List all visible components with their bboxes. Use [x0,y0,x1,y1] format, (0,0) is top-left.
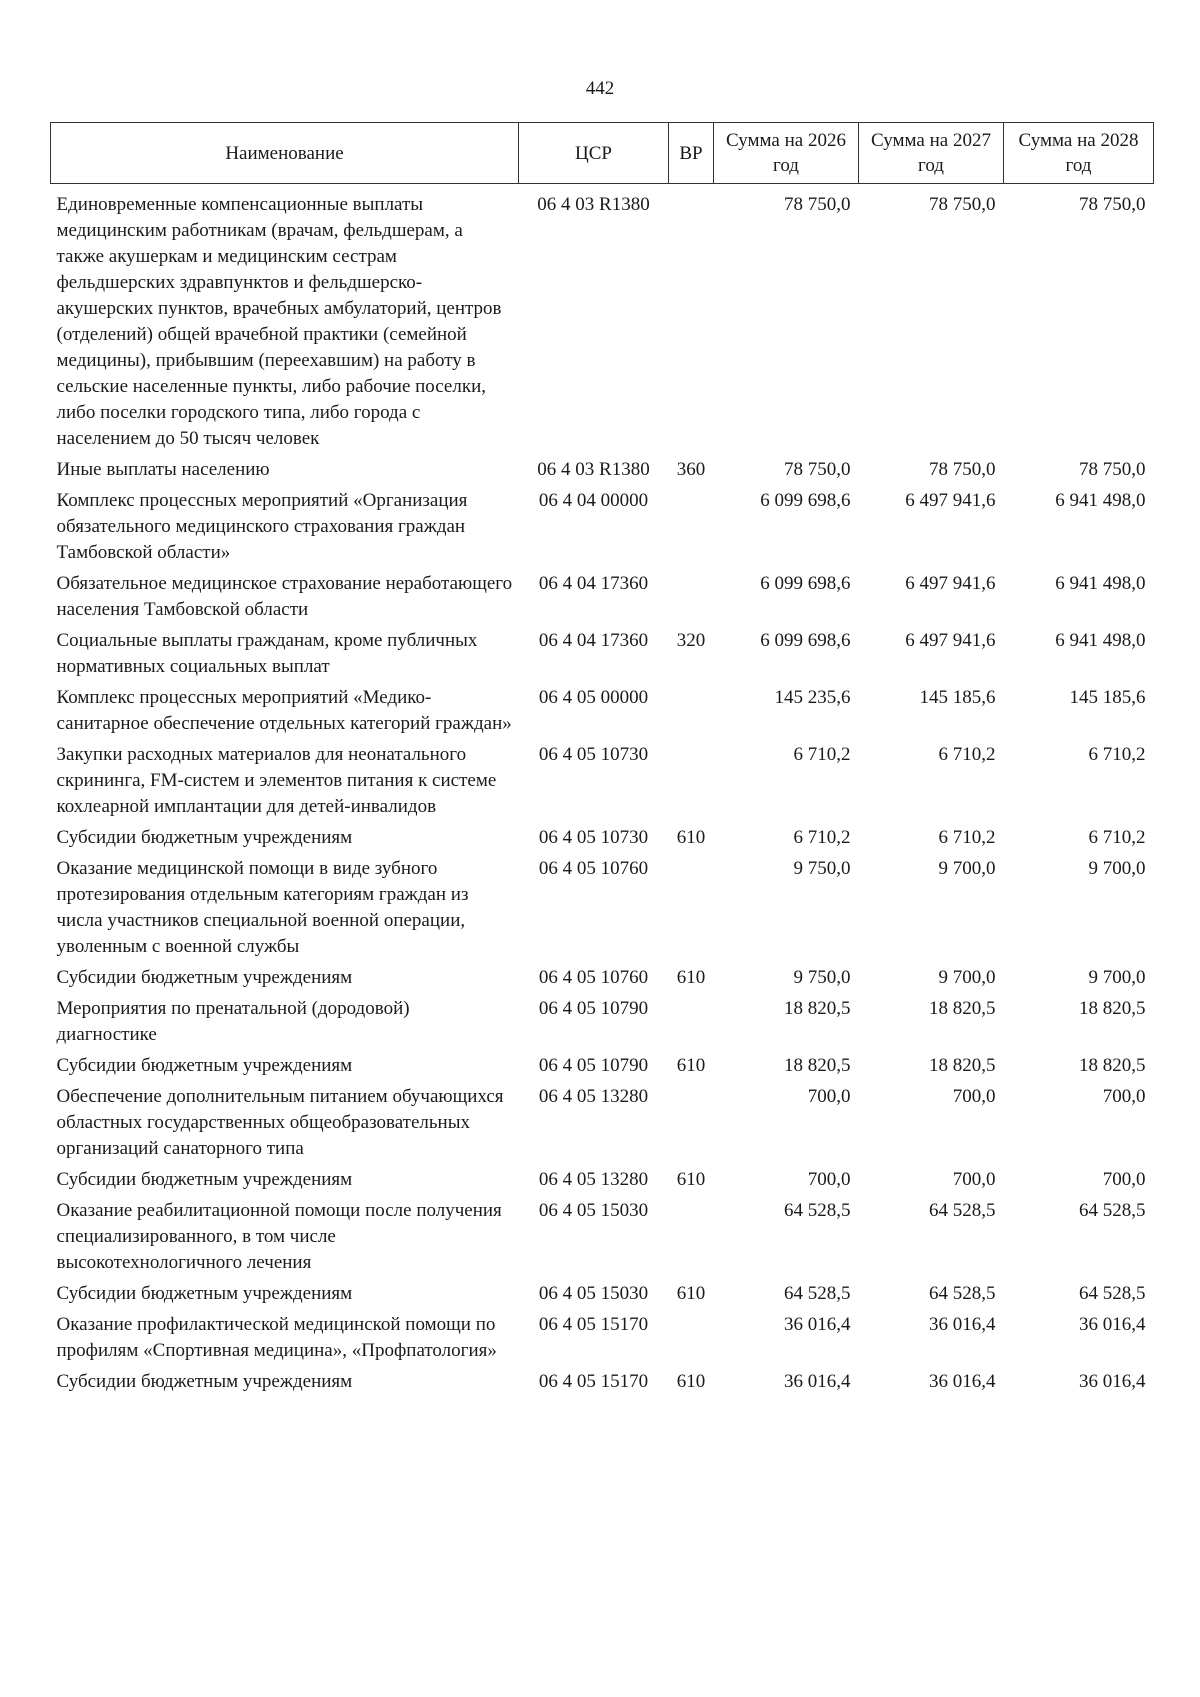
table-row [51,996,1154,1053]
sum-2026-cell: 6 099 698,6 [760,573,851,594]
sum-2027-cell: 700,0 [952,1086,996,1107]
table-row [51,457,1154,488]
csr-cell: 06 4 05 15170 [538,1314,649,1335]
table-row [51,1312,1154,1369]
sum-2028-cell: 64 528,5 [1079,1283,1146,1304]
name-cell: Комплекс процессных мероприятий «Медико-санитарное обеспечение отдельных категорий граждан» [56,687,512,734]
vr-cell [669,571,714,628]
csr-cell: 06 4 05 10730 [538,744,649,765]
csr-cell: 06 4 05 15030 [538,1200,649,1221]
table-header [51,123,1154,184]
csr-cell: 06 4 05 13280 [538,1169,649,1190]
sum-2028-cell: 700,0 [1102,1086,1146,1107]
table-row [51,184,1154,458]
name-cell: Субсидии бюджетным учреждениям [56,827,353,848]
page-number: 442 [585,78,615,99]
sum-2026-cell: 78 750,0 [784,459,851,480]
csr-cell: 06 4 05 10790 [538,998,649,1019]
name-cell: Иные выплаты населению [56,459,270,480]
name-cell: Субсидии бюджетным учреждениям [56,1283,353,1304]
csr-cell: 06 4 04 17360 [538,630,649,651]
header-sum-2026: Сумма на 2026 год [714,123,859,184]
vr-cell [669,742,714,825]
sum-2028-cell: 6 941 498,0 [1055,630,1146,651]
table-row [51,571,1154,628]
table-row [51,685,1154,742]
vr-cell [669,1198,714,1281]
header-sum-2028: Сумма на 2028 год [1004,123,1154,184]
name-cell: Оказание медицинской помощи в виде зубного протезирования отдельным категориям граждан из числа участников специальной военной операции, уволенным с военной службы [56,858,469,957]
sum-2026-cell: 64 528,5 [784,1200,851,1221]
csr-cell: 06 4 05 10760 [538,858,649,879]
table-row [51,1198,1154,1281]
table-row [51,628,1154,685]
table-row [51,1281,1154,1312]
table-row [51,1167,1154,1198]
sum-2027-cell: 64 528,5 [929,1200,996,1221]
sum-2027-cell: 18 820,5 [929,998,996,1019]
name-cell: Субсидии бюджетным учреждениям [56,1055,353,1076]
sum-2027-cell: 64 528,5 [929,1283,996,1304]
sum-2028-cell: 36 016,4 [1079,1314,1146,1335]
sum-2026-cell: 700,0 [807,1086,851,1107]
csr-cell: 06 4 05 13280 [538,1086,649,1107]
sum-2026-cell: 64 528,5 [784,1283,851,1304]
csr-cell: 06 4 05 10790 [538,1055,649,1076]
csr-cell: 06 4 03 R1380 [537,459,650,480]
header-vr: ВР [669,123,714,184]
csr-cell: 06 4 04 00000 [538,490,649,511]
sum-2027-cell: 6 710,2 [938,827,996,848]
sum-2027-cell: 9 700,0 [938,967,996,988]
table-row [51,856,1154,965]
table-row [51,965,1154,996]
table-row [51,825,1154,856]
budget-table [50,122,1154,1400]
name-cell: Субсидии бюджетным учреждениям [56,967,353,988]
sum-2026-cell: 145 235,6 [774,687,851,708]
csr-cell: 06 4 05 10730 [538,827,649,848]
sum-2028-cell: 6 710,2 [1088,744,1146,765]
sum-2027-cell: 36 016,4 [929,1314,996,1335]
vr-cell: 610 [676,967,706,988]
name-cell: Единовременные компенсационные выплаты медицинским работникам (врачам, фельдшерам, а также акушеркам и медицинским сестрам фельдшерских здравпунктов и фельдшерско-акушерских пунктов, врачебных амбулаторий, центров (отделений) общей врачебной практики (семейной медицины), прибывшим (переехавшим) на работу в сельские населенные пункты, либо рабочие поселки, либо поселки городского типа, либо города с населением до 50 тысяч человек [56,194,502,449]
name-cell: Мероприятия по пренатальной (дородовой) диагностике [56,998,410,1045]
csr-cell: 06 4 05 15170 [538,1371,649,1392]
sum-2028-cell: 6 941 498,0 [1055,490,1146,511]
name-cell: Субсидии бюджетным учреждениям [56,1371,353,1392]
sum-2027-cell: 6 710,2 [938,744,996,765]
csr-cell: 06 4 05 10760 [538,967,649,988]
sum-2028-cell: 18 820,5 [1079,1055,1146,1076]
header-row [51,123,1154,184]
table-row [51,1369,1154,1400]
sum-2027-cell: 145 185,6 [919,687,996,708]
vr-cell: 610 [676,1283,706,1304]
header-csr: ЦСР [519,123,669,184]
sum-2027-cell: 78 750,0 [929,459,996,480]
header-sum-2027: Сумма на 2027 год [859,123,1004,184]
name-cell: Закупки расходных материалов для неонатального скрининга, FM-систем и элементов питания к системе кохлеарной имплантации для детей-инвалидов [56,744,497,817]
sum-2027-cell: 6 497 941,6 [905,490,996,511]
vr-cell [669,685,714,742]
sum-2028-cell: 9 700,0 [1088,967,1146,988]
sum-2026-cell: 9 750,0 [793,858,851,879]
csr-cell: 06 4 05 00000 [538,687,649,708]
sum-2026-cell: 36 016,4 [784,1314,851,1335]
name-cell: Субсидии бюджетным учреждениям [56,1169,353,1190]
vr-cell [669,996,714,1053]
sum-2028-cell: 36 016,4 [1079,1371,1146,1392]
sum-2026-cell: 6 710,2 [793,744,851,765]
vr-cell: 320 [676,630,706,651]
sum-2028-cell: 64 528,5 [1079,1200,1146,1221]
name-cell: Социальные выплаты гражданам, кроме публичных нормативных социальных выплат [56,630,478,677]
sum-2028-cell: 78 750,0 [1079,459,1146,480]
csr-cell: 06 4 04 17360 [538,573,649,594]
sum-2026-cell: 700,0 [807,1169,851,1190]
sum-2027-cell: 9 700,0 [938,858,996,879]
sum-2028-cell: 78 750,0 [1079,194,1146,215]
sum-2026-cell: 36 016,4 [784,1371,851,1392]
table-body [51,184,1154,1401]
name-cell: Комплекс процессных мероприятий «Организация обязательного медицинского страхования граждан Тамбовской области» [56,490,468,563]
sum-2026-cell: 18 820,5 [784,1055,851,1076]
vr-cell [669,856,714,965]
sum-2027-cell: 36 016,4 [929,1371,996,1392]
sum-2028-cell: 18 820,5 [1079,998,1146,1019]
vr-cell [669,1084,714,1167]
sum-2028-cell: 700,0 [1102,1169,1146,1190]
vr-cell: 360 [676,459,706,480]
sum-2026-cell: 6 099 698,6 [760,630,851,651]
header-name: Наименование [51,123,519,184]
vr-cell: 610 [676,1169,706,1190]
sum-2028-cell: 9 700,0 [1088,858,1146,879]
sum-2026-cell: 18 820,5 [784,998,851,1019]
sum-2027-cell: 78 750,0 [929,194,996,215]
sum-2028-cell: 145 185,6 [1069,687,1146,708]
sum-2028-cell: 6 941 498,0 [1055,573,1146,594]
sum-2026-cell: 6 710,2 [793,827,851,848]
name-cell: Оказание реабилитационной помощи после получения специализированного, в том числе высокотехнологичного лечения [56,1200,502,1273]
csr-cell: 06 4 05 15030 [538,1283,649,1304]
table-row [51,1084,1154,1167]
vr-cell [669,488,714,571]
sum-2028-cell: 6 710,2 [1088,827,1146,848]
vr-cell: 610 [676,827,706,848]
vr-cell: 610 [676,1055,706,1076]
sum-2026-cell: 78 750,0 [784,194,851,215]
sum-2026-cell: 9 750,0 [793,967,851,988]
sum-2027-cell: 6 497 941,6 [905,573,996,594]
sum-2027-cell: 6 497 941,6 [905,630,996,651]
sum-2027-cell: 700,0 [952,1169,996,1190]
table-row [51,1053,1154,1084]
table-row [51,742,1154,825]
vr-cell [669,1312,714,1369]
sum-2026-cell: 6 099 698,6 [760,490,851,511]
name-cell: Обязательное медицинское страхование неработающего населения Тамбовской области [56,573,513,620]
vr-cell [669,184,714,458]
table-row [51,488,1154,571]
sum-2027-cell: 18 820,5 [929,1055,996,1076]
name-cell: Обеспечение дополнительным питанием обучающихся областных государственных общеобразовательных организаций санаторного типа [56,1086,504,1159]
vr-cell: 610 [676,1371,706,1392]
name-cell: Оказание профилактической медицинской помощи по профилям «Спортивная медицина», «Профпатология» [56,1314,497,1361]
csr-cell: 06 4 03 R1380 [537,194,650,215]
